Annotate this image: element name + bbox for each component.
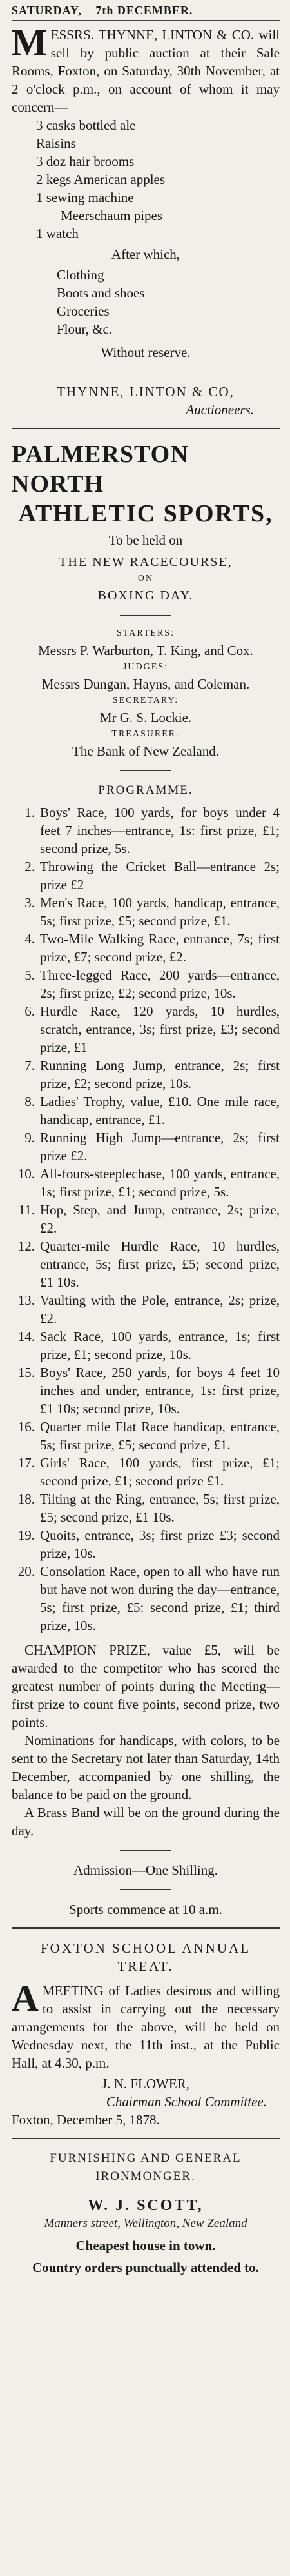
treasurer: The Bank of New Zealand. [72,743,219,759]
programme-label: PROGRAMME. [98,783,193,797]
admission: Admission—One Shilling. [73,1862,218,1878]
auction-item: Meerschaum pipes [61,208,163,223]
auction-item: 2 kegs American apples [36,172,166,187]
auction-signature: THYNNE, LINTON & CO, [57,384,235,399]
auction-item: 3 doz hair brooms [36,154,135,169]
programme-item: 1. Boys' Race, 100 yards, for boys under 4 feet 7 inches—entrance, 1s: first prize, £1; second prize, 5s. [24,805,280,856]
nominations: Nominations for handicaps, with colors, to be sent to the Secretary not later than Saturday, 14th December, accompanied by one shilling, the balance to be paid on the ground. [12,1733,280,1802]
programme-item: 4. Two-Mile Walking Race, entrance, 7s; first prize, £7; second prize, £2. [24,931,280,965]
school-chairman-role: Chairman School Committee. [106,2094,267,2109]
starters: Messrs P. Warburton, T. King, and Cox. [38,643,253,658]
brass-band: A Brass Band will be on the ground during the day. [12,1805,280,1838]
auction-item: Clothing [57,267,104,283]
school-advert [12,1939,280,2129]
masthead [12,0,280,21]
programme-list [12,803,280,1635]
programme-item: 6. Hurdle Race, 120 yards, 10 hurdles, scratch, entrance, 3s; first prize, £3; second prize, £1 [24,1003,280,1055]
auction-item: 1 watch [36,226,79,241]
auction-item: 1 sewing machine [36,190,134,205]
sports-venue: THE NEW RACECOURSE, [59,555,233,569]
programme-item: 14. Sack Race, 100 yards, entrance, 1s; first prize, £1; second prize, 10s. [17,1329,280,1362]
divider [120,1850,171,1851]
judges-label: JUDGES: [122,662,168,672]
auction-advert [12,21,280,419]
sports-held: To be held on [108,532,183,548]
school-date: Foxton, December 5, 1878. [12,2112,160,2128]
champion-prize: CHAMPION PRIZE, value £5, will be awarded to the competitor who has scored the greatest number of points during the Meeting—first prize to count five points, second prize, two points. [12,1642,280,1730]
divider [12,428,280,429]
programme-item: 2. Throwing the Cricket Ball—entrance 2s; prize £2 [24,859,280,892]
school-title: FOXTON SCHOOL ANNUAL TREAT. [40,1940,251,1974]
ironmonger-orders: Country orders punctually attended to. [32,2260,259,2275]
auction-role: Auctioneers. [186,402,254,418]
programme-item: 5. Three-legged Race, 200 yards—entrance, 2s; first prize, £2; second prize, 10s. [24,967,280,1001]
divider [12,1927,280,1929]
newspaper-column [12,0,280,2277]
school-text: AMEETING of Ladies desirous and willing to assist in carrying out the necessary arrangements for the above, will be held on Wednesday next, the 11th inst., at the Public Hall, at 4.30, p.m. [12,1977,280,2071]
auction-items-2 [12,266,280,338]
programme-item: 9. Running High Jump—entrance, 2s; first prize £2. [24,1130,280,1163]
auction-item: Boots and shoes [57,285,145,301]
auction-items [12,116,280,243]
masthead-day: SATURDAY, [12,4,82,17]
ironmonger-name: W. J. SCOTT, [88,2197,204,2214]
programme-item: 11. Hop, Step, and Jump, entrance, 2s; prize, £2. [18,1202,280,1236]
ironmonger-title: FURNISHING AND GENERAL IRONMONGER. [50,2151,242,2183]
secretary: Mr G. S. Lockie. [99,710,192,725]
programme-item: 20. Consolation Race, open to all who have run but have not won during the day—entrance, 5s; first prize, £5: second prize, £1; third prize, 10s. [17,1564,280,1633]
divider [120,770,171,771]
masthead-date: 7th DECEMBER. [95,4,193,17]
auction-item: Groceries [57,303,110,319]
school-chairman-name: J. N. FLOWER, [102,2076,189,2091]
auction-intro: MESSRS. THYNNE, LINTON & CO. will sell by public auction at their Sale Rooms, Foxton, on Saturday, 30th November, at 2 o'clock p.m., on account of whom it may concern— [12,21,280,115]
auction-dropcap: M [12,21,47,63]
sports-on: ON [137,574,154,583]
programme-item: 19. Quoits, entrance, 3s; first prize £3; second prize, 10s. [17,1527,280,1561]
divider [12,2138,280,2139]
auction-item: Raisins [36,136,76,151]
sports-title-1: PALMERSTON NORTH [12,441,189,498]
treasurer-label: TREASURER. [111,729,180,739]
programme-item: 13. Vaulting with the Pole, entrance, 2s; prize, £2. [17,1293,280,1326]
sports-dropcap: P [12,441,26,468]
sports-day: BOXING DAY. [97,589,194,603]
sports-commence: Sports commence at 10 a.m. [69,1902,222,1917]
auction-item: 3 casks bottled ale [36,117,136,133]
divider [120,615,171,616]
programme-item: 3. Men's Race, 100 yards, handicap, entrance, 5s; first prize, £5; second prize, £1. [24,895,280,929]
programme-item: 10. All-fours-steeplechase, 100 yards, entrance, 1s; first prize, £1; second prize, 5s. [17,1166,280,1200]
school-dropcap: A [12,1977,39,2019]
programme-item: 12. Quarter-mile Hurdle Race, 10 hurdles, entrance, 5s; first prize, £5; second prize, £1 10s. [17,1238,280,1290]
ironmonger-address: Manners street, Wellington, New Zealand [44,2217,247,2230]
starters-label: STARTERS: [117,629,175,638]
auction-after: After which, [111,247,180,262]
programme-item: 18. Tilting at the Ring, entrance, 5s; first prize, £5; second prize, £1 10s. [17,1491,280,1525]
programme-item: 8. Ladies' Trophy, value, £10. One mile race, handicap, entrance, £1. [24,1094,280,1127]
secretary-label: SECRETARY: [112,696,179,705]
divider [120,1889,171,1890]
auction-reserve: Without reserve. [101,345,191,360]
sports-advert [12,439,280,1918]
programme-item: 17. Girls' Race, 100 yards, first prize, £1; second prize, £1; second prize £1. [17,1455,280,1489]
sports-title-2: ATHLETIC SPORTS, [18,500,273,527]
auction-item: Flour, &c. [57,321,113,337]
programme-item: 15. Boys' Race, 250 yards, for boys 4 feet 10 inches and under, entrance, 1s: first prize, £1 10s; second prize, 10s. [17,1365,280,1416]
judges: Messrs Dungan, Hayns, and Coleman. [41,676,250,692]
programme-item: 7. Running Long Jump, entrance, 2s; first prize, £2; second prize, 10s. [24,1058,280,1091]
ironmonger-advert [12,2149,280,2277]
ironmonger-cheapest: Cheapest house in town. [75,2238,216,2253]
programme-item: 16. Quarter mile Flat Race handicap, entrance, 5s; first prize, £5; second prize, £1. [17,1419,280,1453]
